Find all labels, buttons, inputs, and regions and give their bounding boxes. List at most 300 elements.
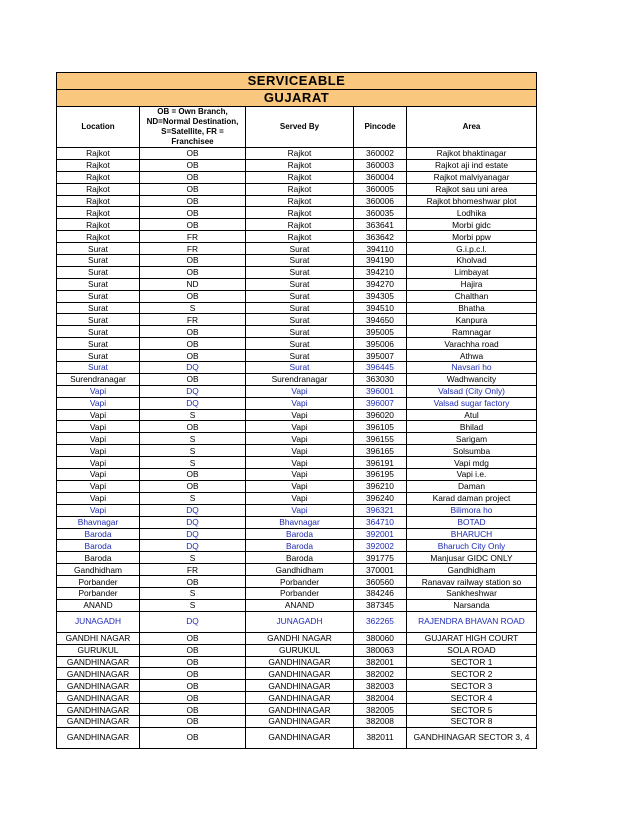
type-cell: OB [140,183,246,195]
location-cell: Porbander [57,587,140,599]
location-cell: Porbander [57,576,140,588]
served-by-cell: Vapi [246,480,354,492]
pincode-cell: 396007 [354,397,407,409]
served-by-cell: Rajkot [246,148,354,160]
pincode-cell: 382011 [354,727,407,748]
type-cell: FR [140,314,246,326]
table-row [57,704,537,716]
location-cell: Surat [57,362,140,374]
pincode-cell: 395005 [354,326,407,338]
table-row [57,715,537,727]
served-by-cell: GANDHINAGAR [246,704,354,716]
pincode-cell: 360003 [354,159,407,171]
area-cell: Rajkot aji ind estate [407,159,537,171]
type-cell: DQ [140,540,246,552]
table-row [57,219,537,231]
area-cell: Ramnagar [407,326,537,338]
type-cell: OB [140,207,246,219]
area-cell: Lodhika [407,207,537,219]
area-cell: SECTOR 1 [407,656,537,668]
table-row [57,727,537,748]
location-cell: Bhavnagar [57,516,140,528]
table-row [57,255,537,267]
table-row [57,576,537,588]
pincode-cell: 382003 [354,680,407,692]
area-cell: SECTOR 2 [407,668,537,680]
location-cell: JUNAGADH [57,611,140,632]
served-by-cell: GANDHINAGAR [246,692,354,704]
type-cell: OB [140,290,246,302]
location-cell: GANDHINAGAR [57,656,140,668]
table-row [57,159,537,171]
pincode-cell: 396445 [354,362,407,374]
type-cell: DQ [140,611,246,632]
table-row [57,266,537,278]
location-cell: Baroda [57,552,140,564]
served-by-cell: Surat [246,290,354,302]
served-by-cell: GANDHINAGAR [246,668,354,680]
served-by-cell: Rajkot [246,183,354,195]
served-by-cell: Surat [246,362,354,374]
served-by-cell: Baroda [246,540,354,552]
served-by-cell: GANDHINAGAR [246,715,354,727]
type-cell: DQ [140,397,246,409]
table-row [57,231,537,243]
pincode-cell: 364710 [354,516,407,528]
pincode-cell: 380060 [354,632,407,644]
type-cell: OB [140,656,246,668]
served-by-cell: Baroda [246,552,354,564]
served-by-cell: Porbander [246,576,354,588]
table-row [57,433,537,445]
served-by-cell: JUNAGADH [246,611,354,632]
location-cell: Rajkot [57,207,140,219]
served-by-cell: Vapi [246,504,354,516]
pincode-cell: 394190 [354,255,407,267]
area-cell: Sarigam [407,433,537,445]
area-cell: Bhatha [407,302,537,314]
location-cell: Baroda [57,540,140,552]
served-by-cell: Vapi [246,492,354,504]
type-cell: S [140,457,246,469]
type-cell: FR [140,243,246,255]
served-by-cell: Vapi [246,469,354,481]
type-cell: FR [140,231,246,243]
type-cell: OB [140,266,246,278]
area-cell: Manjusar GIDC ONLY [407,552,537,564]
area-cell: Rajkot sau uni area [407,183,537,195]
type-cell: ND [140,278,246,290]
type-cell: OB [140,680,246,692]
area-cell: Rajkot malviyanagar [407,171,537,183]
location-cell: Surat [57,243,140,255]
served-by-cell: Rajkot [246,171,354,183]
table-row [57,409,537,421]
table-row [57,171,537,183]
type-cell: OB [140,350,246,362]
pincode-cell: 395006 [354,338,407,350]
location-cell: Surat [57,326,140,338]
location-cell: Surat [57,278,140,290]
pincode-cell: 384246 [354,587,407,599]
pincode-cell: 360002 [354,148,407,160]
location-cell: Rajkot [57,159,140,171]
served-by-cell: Vapi [246,433,354,445]
pincode-cell: 396155 [354,433,407,445]
header-type: OB = Own Branch, ND=Normal Destination, S=Satellite, FR = Franchisee [140,107,246,148]
pincode-cell: 360006 [354,195,407,207]
location-cell: Surat [57,314,140,326]
table-row [57,243,537,255]
location-cell: Surat [57,350,140,362]
header-row [57,107,537,148]
pincode-cell: 396001 [354,385,407,397]
table-row [57,492,537,504]
location-cell: GANDHINAGAR [57,704,140,716]
table-row [57,373,537,385]
area-cell: Navsari ho [407,362,537,374]
pincode-cell: 394110 [354,243,407,255]
type-cell: OB [140,338,246,350]
served-by-cell: GANDHI NAGAR [246,632,354,644]
location-cell: Vapi [57,385,140,397]
area-cell: G.i.p.c.l. [407,243,537,255]
pincode-cell: 360560 [354,576,407,588]
pincode-cell: 392002 [354,540,407,552]
area-cell: Narsanda [407,599,537,611]
area-cell: SECTOR 8 [407,715,537,727]
pincode-cell: 382005 [354,704,407,716]
served-by-cell: GANDHINAGAR [246,727,354,748]
type-cell: OB [140,326,246,338]
type-cell: OB [140,159,246,171]
type-cell: S [140,552,246,564]
table-row [57,326,537,338]
served-by-cell: Rajkot [246,207,354,219]
table-row [57,350,537,362]
type-cell: OB [140,692,246,704]
served-by-cell: Surat [246,243,354,255]
table-row [57,587,537,599]
pincode-cell: 392001 [354,528,407,540]
area-cell: Valsad (City Only) [407,385,537,397]
type-cell: OB [140,480,246,492]
area-cell: Bhilad [407,421,537,433]
area-cell: Gandhidham [407,564,537,576]
type-cell: S [140,409,246,421]
served-by-cell: Surat [246,338,354,350]
table-row [57,469,537,481]
pincode-cell: 396210 [354,480,407,492]
table-row [57,599,537,611]
location-cell: Baroda [57,528,140,540]
location-cell: Vapi [57,504,140,516]
pincode-cell: 394305 [354,290,407,302]
area-cell: Kanpura [407,314,537,326]
pincode-cell: 370001 [354,564,407,576]
table-row [57,314,537,326]
pincode-cell: 394270 [354,278,407,290]
served-by-cell: Porbander [246,587,354,599]
location-cell: Vapi [57,421,140,433]
table-row [57,148,537,160]
table-row [57,302,537,314]
table-row [57,207,537,219]
area-cell: Rajkot bhomeshwar plot [407,195,537,207]
type-cell: DQ [140,504,246,516]
location-cell: Rajkot [57,231,140,243]
location-cell: Rajkot [57,171,140,183]
pincode-cell: 396240 [354,492,407,504]
area-cell: Kholvad [407,255,537,267]
table-row [57,338,537,350]
type-cell: OB [140,727,246,748]
table-row [57,421,537,433]
served-by-cell: Bhavnagar [246,516,354,528]
type-cell: S [140,302,246,314]
title-row [57,73,537,90]
table-row [57,385,537,397]
served-by-cell: Vapi [246,409,354,421]
pincode-cell: 394510 [354,302,407,314]
served-by-cell: GANDHINAGAR [246,680,354,692]
type-cell: OB [140,576,246,588]
header-served-by: Served By [246,107,354,148]
table-row [57,445,537,457]
table-title: SERVICEABLE [57,73,537,90]
state-row [57,90,537,107]
served-by-cell: Surat [246,278,354,290]
served-by-cell: Rajkot [246,219,354,231]
area-cell: Athwa [407,350,537,362]
table-row [57,195,537,207]
location-cell: Vapi [57,469,140,481]
area-cell: Rajkot bhaktinagar [407,148,537,160]
pincode-cell: 391775 [354,552,407,564]
pincode-cell: 382001 [354,656,407,668]
area-cell: Ranavav railway station so [407,576,537,588]
location-cell: GURUKUL [57,644,140,656]
type-cell: S [140,433,246,445]
serviceable-table [56,72,537,749]
table-row [57,457,537,469]
location-cell: Gandhidham [57,564,140,576]
table-row [57,290,537,302]
pincode-cell: 396105 [354,421,407,433]
location-cell: Surat [57,266,140,278]
location-cell: GANDHINAGAR [57,715,140,727]
table-row [57,516,537,528]
area-cell: Morbi ppw [407,231,537,243]
area-cell: Atul [407,409,537,421]
area-cell: Bilimora ho [407,504,537,516]
area-cell: BHARUCH [407,528,537,540]
type-cell: DQ [140,528,246,540]
served-by-cell: Rajkot [246,195,354,207]
location-cell: Vapi [57,457,140,469]
location-cell: Surat [57,290,140,302]
table-row [57,632,537,644]
header-area: Area [407,107,537,148]
location-cell: GANDHINAGAR [57,680,140,692]
pincode-cell: 363030 [354,373,407,385]
area-cell: RAJENDRA BHAVAN ROAD [407,611,537,632]
served-by-cell: Vapi [246,385,354,397]
location-cell: Vapi [57,492,140,504]
pincode-cell: 394650 [354,314,407,326]
table-row [57,397,537,409]
served-by-cell: Vapi [246,397,354,409]
location-cell: Vapi [57,409,140,421]
area-cell: GUJARAT HIGH COURT [407,632,537,644]
area-cell: GANDHINAGAR SECTOR 3, 4 [407,727,537,748]
area-cell: BOTAD [407,516,537,528]
area-cell: Chalthan [407,290,537,302]
location-cell: Surat [57,255,140,267]
pincode-cell: 382004 [354,692,407,704]
area-cell: SECTOR 3 [407,680,537,692]
pincode-cell: 362265 [354,611,407,632]
area-cell: Morbi gidc [407,219,537,231]
location-cell: Surat [57,338,140,350]
served-by-cell: Rajkot [246,159,354,171]
type-cell: OB [140,715,246,727]
table-row [57,692,537,704]
table-row [57,552,537,564]
location-cell: Rajkot [57,148,140,160]
location-cell: GANDHINAGAR [57,692,140,704]
served-by-cell: Surat [246,266,354,278]
table-row [57,680,537,692]
area-cell: Limbayat [407,266,537,278]
pincode-cell: 394210 [354,266,407,278]
location-cell: Rajkot [57,219,140,231]
type-cell: OB [140,195,246,207]
area-cell: Vapi i.e. [407,469,537,481]
area-cell: Wadhwancity [407,373,537,385]
area-cell: Bharuch City Only [407,540,537,552]
type-cell: S [140,445,246,457]
pincode-cell: 395007 [354,350,407,362]
pincode-cell: 396321 [354,504,407,516]
type-cell: OB [140,668,246,680]
table-row [57,656,537,668]
location-cell: Surat [57,302,140,314]
type-cell: DQ [140,362,246,374]
pincode-cell: 363641 [354,219,407,231]
served-by-cell: Surat [246,350,354,362]
served-by-cell: Surat [246,314,354,326]
type-cell: OB [140,373,246,385]
area-cell: Vapi mdg [407,457,537,469]
table-row [57,183,537,195]
type-cell: S [140,492,246,504]
served-by-cell: Vapi [246,457,354,469]
header-pincode: Pincode [354,107,407,148]
area-cell: Hajira [407,278,537,290]
served-by-cell: Vapi [246,421,354,433]
location-cell: Vapi [57,480,140,492]
location-cell: Surendranagar [57,373,140,385]
type-cell: OB [140,704,246,716]
area-cell: Valsad sugar factory [407,397,537,409]
area-cell: Varachha road [407,338,537,350]
table-row [57,278,537,290]
pincode-cell: 396165 [354,445,407,457]
area-cell: SECTOR 4 [407,692,537,704]
served-by-cell: Surendranagar [246,373,354,385]
location-cell: Rajkot [57,183,140,195]
location-cell: Vapi [57,445,140,457]
pincode-cell: 360005 [354,183,407,195]
served-by-cell: Gandhidham [246,564,354,576]
area-cell: SECTOR 5 [407,704,537,716]
type-cell: OB [140,219,246,231]
table-row [57,540,537,552]
served-by-cell: GANDHINAGAR [246,656,354,668]
type-cell: OB [140,644,246,656]
type-cell: OB [140,421,246,433]
location-cell: Rajkot [57,195,140,207]
served-by-cell: Vapi [246,445,354,457]
table-row [57,644,537,656]
pincode-cell: 360004 [354,171,407,183]
pincode-cell: 396020 [354,409,407,421]
type-cell: OB [140,255,246,267]
pincode-cell: 396195 [354,469,407,481]
pincode-cell: 380063 [354,644,407,656]
served-by-cell: Surat [246,326,354,338]
header-location: Location [57,107,140,148]
served-by-cell: GURUKUL [246,644,354,656]
table-row [57,480,537,492]
served-by-cell: Baroda [246,528,354,540]
table-row [57,611,537,632]
area-cell: SOLA ROAD [407,644,537,656]
pincode-cell: 387345 [354,599,407,611]
area-cell: Daman [407,480,537,492]
pincode-cell: 363642 [354,231,407,243]
pincode-cell: 382008 [354,715,407,727]
pincode-cell: 360035 [354,207,407,219]
type-cell: S [140,587,246,599]
location-cell: GANDHINAGAR [57,727,140,748]
pincode-cell: 382002 [354,668,407,680]
type-cell: DQ [140,385,246,397]
type-cell: OB [140,469,246,481]
pincode-cell: 396191 [354,457,407,469]
area-cell: Solsumba [407,445,537,457]
location-cell: Vapi [57,397,140,409]
location-cell: GANDHINAGAR [57,668,140,680]
table-row [57,362,537,374]
type-cell: FR [140,564,246,576]
served-by-cell: Surat [246,255,354,267]
type-cell: S [140,599,246,611]
area-cell: Sankheshwar [407,587,537,599]
served-by-cell: Surat [246,302,354,314]
type-cell: OB [140,171,246,183]
table-row [57,668,537,680]
type-cell: DQ [140,516,246,528]
served-by-cell: ANAND [246,599,354,611]
location-cell: GANDHI NAGAR [57,632,140,644]
location-cell: ANAND [57,599,140,611]
area-cell: Karad daman project [407,492,537,504]
table-row [57,564,537,576]
type-cell: OB [140,148,246,160]
table-row [57,528,537,540]
